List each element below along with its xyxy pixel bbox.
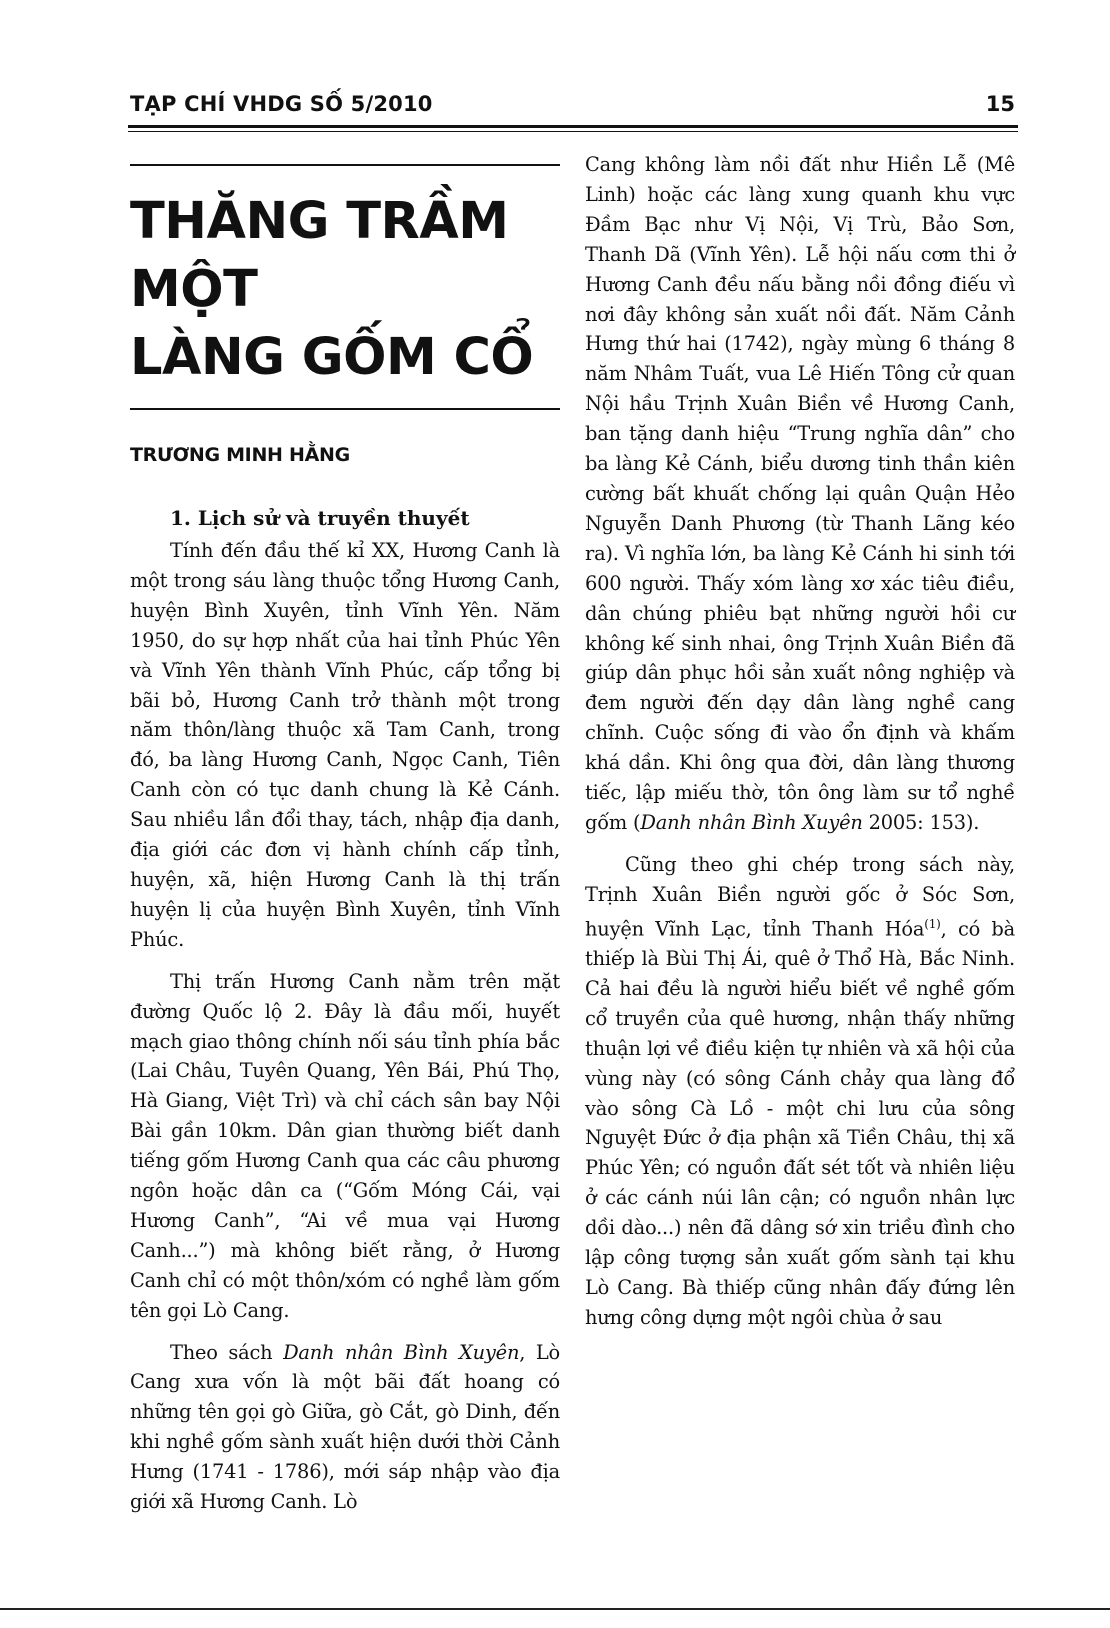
title-rule-top [130,164,560,166]
rp2-b: , có bà thiếp là Bùi Thị Ái, quê ở Thổ Hà, Bắc Ninh. Cả hai đều là người hiểu biết về nghề gốm cổ truyền của quê hương, nhận thấy những thuận lợi về điều kiện tự nhiên và xã hội của vùng này (có sông Cánh chảy qua làng đổ vào sông Cà Lồ - một chi lưu của sông Nguyệt Đức ở địa phận xã Tiền Châu, thị xã Phúc Yên; có nguồn đất sét tốt và nhiên liệu ở các cánh núi lân cận; có nguồn nhân lực dồi dào...) nên đã dâng sớ xin triều đình cho lập công tượng sản xuất gốm sành tại khu Lò Cang. Bà thiếp cũng nhân đấy đứng lên hưng công dựng một ngôi chùa ở sau [585,917,1015,1329]
author-name: TRƯƠNG MINH HẰNG [130,444,350,466]
section-heading: 1. Lịch sử và truyền thuyết [170,506,470,530]
rp2-a: Cũng theo ghi chép trong sách này, Trịnh Xuân Biền người gốc ở Sóc Sơn, huyện Vĩnh Lạc, tỉnh Thanh Hóa [585,852,1015,941]
left-column [130,150,560,1517]
footnote-marker: (1) [924,916,941,931]
title-line-2: LÀNG GỐM CỔ [130,328,534,387]
rp1-text: Cang không làm nồi đất như Hiền Lễ (Mê Linh) hoặc các làng xung quanh khu vực Đầm Bạc như Vị Nội, Vị Trù, Bảo Sơn, Thanh Dã (Vĩnh Yên). Lễ hội nấu cơm thi ở Hương Canh đều nấu bằng nồi đồng điếu vì nơi đây không sản xuất nồi đất. Năm Cảnh Hưng thứ hai (1742), ngày mùng 6 tháng 8 năm Nhâm Tuất, vua Lê Hiến Tông cử quan Nội hầu Trịnh Xuân Biền về Hương Canh, ban tặng danh hiệu “Trung nghĩa dân” cho ba làng Kẻ Cánh, biểu dương tinh thần kiên cường bất khuất chống lại quân Quận Hẻo Nguyễn Danh Phương (từ Thanh Lãng kéo ra). Vì nghĩa lớn, ba làng Kẻ Cánh hi sinh tới 600 người. Thấy xóm làng xơ xác tiêu điều, dân chúng phiêu bạt những người hồi cư không kế sinh nhai, ông Trịnh Xuân Biền đã giúp dân phục hồi sản xuất nông nghiệp và đem người đến dạy dân làng nghề cang chĩnh. Cuộc sống đi vào ổn định và khấm khá dần. Khi ông qua đời, dân làng thương tiếc, lập miếu thờ, tôn ông làm sư tổ nghề gốm ( [585,153,1015,834]
header-rule-thick [128,125,1018,128]
p3-book-title: Danh nhân Bình Xuyên [283,1340,520,1364]
left-paragraph-1: Tính đến đầu thế kỉ XX, Hương Canh là một trong sáu làng thuộc tổng Hương Canh, huyện Bình Xuyên, tỉnh Vĩnh Yên. Năm 1950, do sự hợp nhất của hai tỉnh Phúc Yên và Vĩnh Yên thành Vĩnh Phúc, cấp tổng bị bãi bỏ, Hương Canh trở thành một trong năm thôn/làng thuộc xã Tam Canh, trong đó, ba làng Hương Canh, Ngọc Canh, Tiên Canh còn có tục danh chung là Kẻ Cánh. Sau nhiều lần đổi thay, tách, nhập địa danh, địa giới các đơn vị hành chính cấp tỉnh, huyện, xã, hiện Hương Canh là thị trấn huyện lị của huyện Bình Xuyên, tỉnh Vĩnh Phúc. [130,539,560,951]
page-number: 15 [985,92,1015,116]
running-header [130,92,1015,122]
right-column [585,150,1015,1333]
journal-title: TẠP CHÍ VHDG SỐ 5/2010 [130,92,433,116]
rp1-end: 2005: 153). [862,810,980,834]
header-rule-thin [128,131,1018,132]
p3-prefix: Theo sách [170,1340,284,1364]
right-paragraph-2 [585,850,1015,1333]
left-paragraph-2: Thị trấn Hương Canh nằm trên mặt đường Quốc lộ 2. Đây là đầu mối, huyết mạch giao thông chính nối sáu tỉnh phía bắc (Lai Châu, Tuyên Quang, Yên Bái, Phú Thọ, Hà Giang, Việt Trì) và chỉ cách sân bay Nội Bài gần 10km. Dân gian thường biết danh tiếng gốm Hương Canh qua các câu phương ngôn hoặc dân ca (“Gốm Móng Cái, vại Hương Canh”, “Ai về mua vại Hương Canh...”) mà không biết rằng, ở Hương Canh chỉ có một thôn/xóm có nghề làm gốm tên gọi Lò Cang. [130,969,560,1322]
left-paragraph-3 [130,1338,560,1517]
article-title [130,188,560,392]
title-line-1: THĂNG TRẦM MỘT [130,192,509,319]
p3-rest: , Lò Cang xưa vốn là một bãi đất hoang có những tên gọi gò Giữa, gò Cắt, gò Dinh, đến khi nghề gốm sành xuất hiện dưới thời Cảnh Hưng (1741 - 1786), mới sáp nhập vào địa giới xã Hương Canh. Lò [130,1340,560,1514]
title-rule-bottom [130,408,560,410]
right-paragraph-1 [585,150,1015,838]
rp1-book-title: Danh nhân Bình Xuyên [640,810,863,834]
scan-bottom-edge [0,1608,1110,1610]
